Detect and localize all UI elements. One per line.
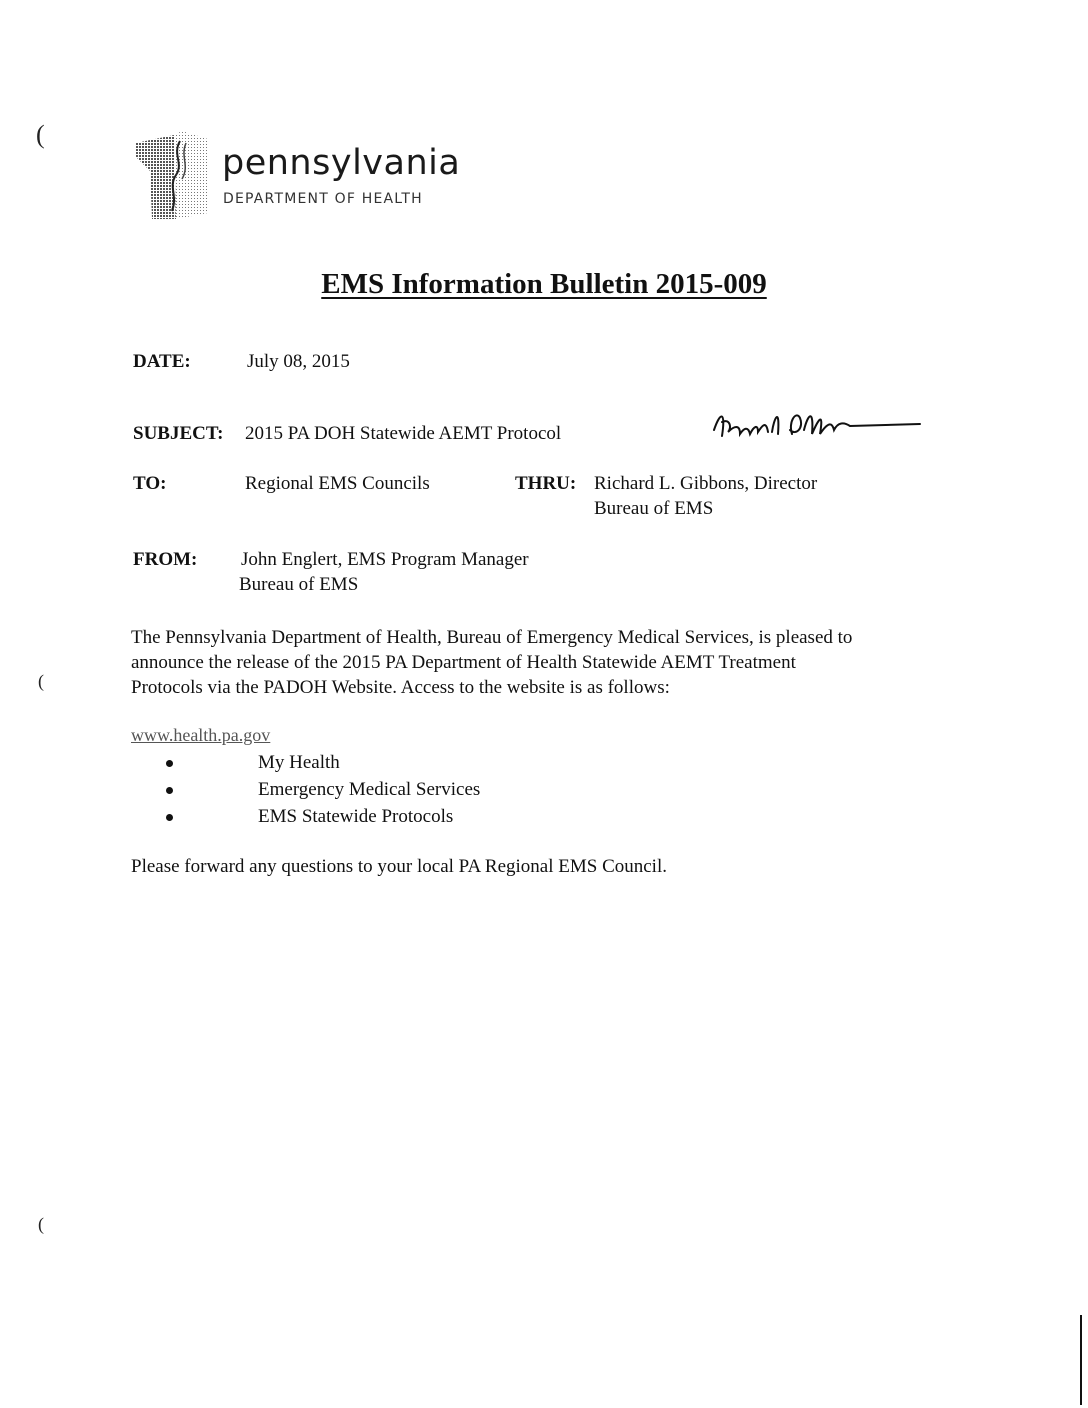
date-value: July 08, 2015 [247,351,350,372]
from-name: John Englert, EMS Program Manager [241,549,529,570]
date-label: DATE: [133,351,191,372]
bulletin-title [0,268,1088,301]
to-value: Regional EMS Councils [245,473,430,494]
body-line: The Pennsylvania Department of Health, Bureau of Emergency Medical Services, is pleased to [131,627,853,648]
body-paragraph [131,625,971,700]
margin-mark: ( [38,671,44,691]
margin-mark: ( [36,120,45,149]
bullet-icon [166,814,173,821]
list-item-text: EMS Statewide Protocols [258,806,454,827]
thru-label: THRU: [515,473,577,494]
bullet-icon [166,787,173,794]
body-line: Protocols via the PADOH Website. Access to the website is as follows: [131,677,670,698]
list-item-text: Emergency Medical Services [258,779,481,800]
keystone-state-icon [136,131,214,219]
closing-sentence: Please forward any questions to your local PA Regional EMS Council. [131,856,667,877]
thru-bureau: Bureau of EMS [594,498,714,519]
website-link[interactable]: www.health.pa.gov [131,725,271,745]
list-item-text: My Health [258,752,340,773]
margin-mark: ( [38,1214,44,1234]
letterhead-department: DEPARTMENT OF HEALTH [223,191,423,207]
signature-icon [700,400,930,450]
thru-name: Richard L. Gibbons, Director [594,473,818,494]
subject-value: 2015 PA DOH Statewide AEMT Protocol [245,423,562,444]
scan-edge-line [1080,1315,1082,1405]
body-line: announce the release of the 2015 PA Department of Health Statewide AEMT Treatment [131,652,796,673]
from-label: FROM: [133,549,198,570]
to-label: TO: [133,473,167,494]
subject-label: SUBJECT: [133,423,224,444]
letterhead-state-name: pennsylvania [222,143,461,183]
bullet-icon [166,760,173,767]
from-bureau: Bureau of EMS [239,574,359,595]
bulletin-title-text: EMS Information Bulletin 2015-009 [321,268,767,300]
